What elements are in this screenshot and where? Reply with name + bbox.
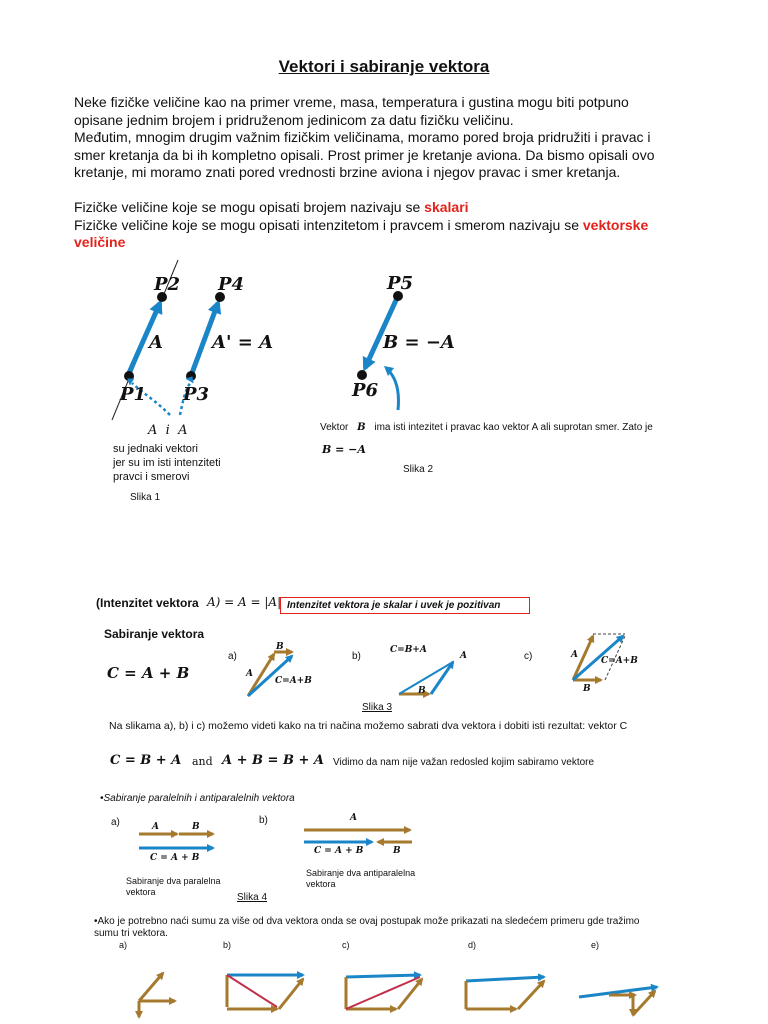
parallel-b-result: C = A + B <box>314 846 364 856</box>
multi-text: •Ako je potrebno naći sumu za više od dva vektora onda se ovaj postupak može prikazati na sledećem primeru gde tražimo sumu tri vektora. <box>94 916 640 939</box>
parallel-b-caption: Sabiranje dva antiparalelna vektora <box>306 868 416 889</box>
parallel-a-label: a) <box>111 817 120 828</box>
label-p6: P6 <box>352 380 379 401</box>
parallel-heading: •Sabiranje paralelnih i antiparalelnih vektora <box>100 793 295 804</box>
intro-line: opisane jednim brojem i pridruženom jedinicom za datu fizičku veličinu. <box>74 111 514 128</box>
multi-d-diagram <box>458 955 558 1020</box>
sum-c-result: C=A+B <box>601 656 638 666</box>
label-a: A <box>149 332 163 353</box>
sum-b-result: C=B+A <box>390 645 427 655</box>
order-note: Vidimo da nam nije važan redosled kojim sabiramo vektore <box>333 757 595 768</box>
multi-e-diagram <box>575 955 665 1020</box>
scalar-definition: Fizičke veličine koje se mogu opisati brojem nazivaju se skalari <box>74 199 469 215</box>
sum-c-label: c) <box>524 651 533 662</box>
sum-b-label: b) <box>352 651 361 662</box>
label-p5: P5 <box>387 273 414 294</box>
multi-b-diagram <box>215 955 315 1020</box>
figure-1-caption: su jednaki vektori jer su im isti intenziteti pravci i smerovi <box>113 443 221 483</box>
intro-line: kretanje, mi moramo znati pored vrednosti brzine aviona i njegov pravac i smer kretanja. <box>74 164 621 180</box>
equation-c-b-a: C = B + A <box>110 753 182 768</box>
label-p4: P4 <box>218 274 245 295</box>
figure-2-formula: B = −A <box>322 443 366 456</box>
label-p3: P3 <box>183 384 210 405</box>
label-p2: P2 <box>154 274 181 295</box>
label-b-equals-minus-a: B = −A <box>383 332 455 353</box>
label-a-prime-equals-a: A' = A <box>212 332 274 353</box>
point-p6 <box>357 370 367 380</box>
page-title: Vektori i sabiranje vektora <box>278 57 490 76</box>
intro-paragraph <box>74 94 694 182</box>
intensity-formula: A) = A = |A| <box>207 595 282 609</box>
slika-4-label: Slika 4 <box>237 892 268 903</box>
and-word: and <box>192 755 213 768</box>
parallel-a-caption: Sabiranje dva paralelna vektora <box>126 876 221 897</box>
intro-line: smer kretanja da bi ih kompletno opisali. Prost primer je kretanje aviona. Da bismo opisali ovo <box>74 146 655 163</box>
figure-1-diagram <box>100 255 300 455</box>
vector-term: vektorske <box>582 217 649 233</box>
figure-2-text: Vektor B ima isti intezitet i pravac kao vektor A ali suprotan smer. Zato je <box>320 422 653 433</box>
sum-explanation: Na slikama a), b) i c) možemo videti kako na tri načina možemo sabrati dva vektora i dobiti isti rezultat: vektor C <box>109 720 628 732</box>
sum-b-diagram <box>395 656 485 701</box>
label-a-and-a: A i A <box>148 423 188 438</box>
parallel-a-result: C = A + B <box>150 853 200 863</box>
equation-commutative: A + B = B + A <box>222 753 324 768</box>
intro-line: Međutim, mnogim drugim važnim fizičkim veličinama, moramo pored broja pridružiti i pravac i <box>74 129 651 145</box>
intensity-note-box: Intenzitet vektora je skalar i uvek je pozitivan <box>280 597 530 614</box>
slika-3-label: Slika 3 <box>362 702 393 713</box>
sum-a-label: a) <box>228 651 237 662</box>
vector-term-line2: veličine <box>74 234 126 250</box>
curved-arrow <box>388 370 399 410</box>
sum-heading: Sabiranje vektora <box>104 627 205 641</box>
scalar-term: skalari <box>424 199 469 215</box>
multi-c-diagram <box>338 955 438 1020</box>
sum-a-result: C=A+B <box>275 676 312 686</box>
slika-1-label: Slika 1 <box>130 492 161 503</box>
sum-formula: C = A + B <box>107 664 190 682</box>
label-p1: P1 <box>120 384 147 405</box>
vector-definition: Fizičke veličine koje se mogu opisati intenzitetom i pravcem i smerom nazivaju se vektorske <box>74 217 649 233</box>
sum-a-diagram <box>240 638 340 703</box>
slika-2-label: Slika 2 <box>403 464 434 475</box>
intensity-label: (Intenzitet vektora <box>96 596 199 610</box>
multi-a-diagram <box>125 955 195 1020</box>
parallel-b-label: b) <box>259 815 268 826</box>
intro-line: Neke fizičke veličine kao na primer vreme, masa, temperatura i gustina mogu biti potpuno <box>74 94 629 110</box>
